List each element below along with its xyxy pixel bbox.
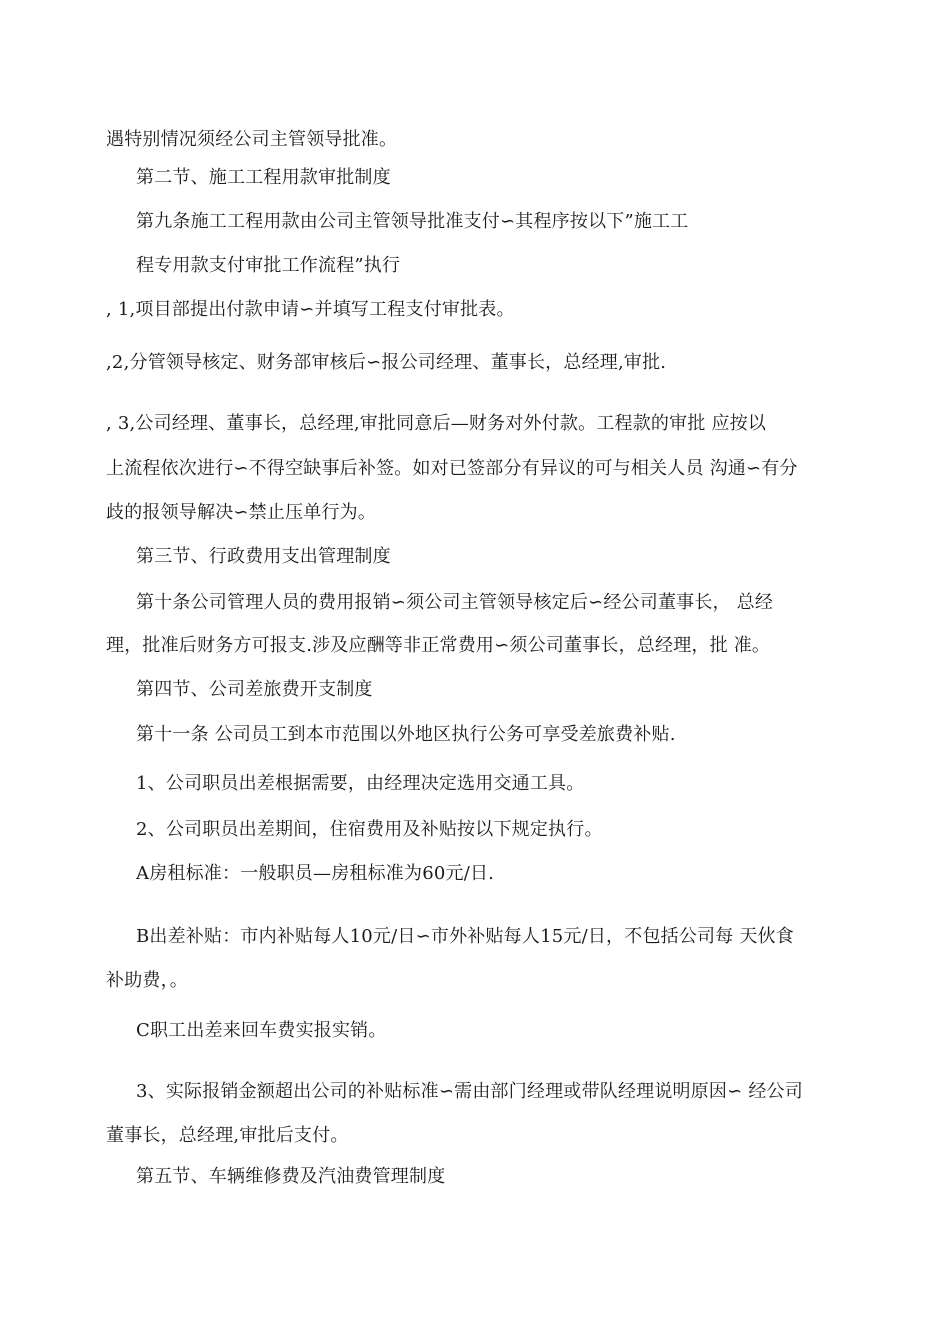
section-heading: 第四节、公司差旅费开支制度 (136, 679, 373, 700)
list-item: 2、公司职员出差期间，住宿费用及补贴按以下规定执行。 (136, 819, 603, 840)
list-item: A房租标准：一般职员—房租标准为60元/日. (136, 863, 495, 884)
section-heading: 第五节、车辆维修费及汽油费管理制度 (136, 1166, 446, 1187)
list-item: C职工出差来回车费实报实销。 (136, 1020, 387, 1041)
paragraph-line: 第九条施工工程用款由公司主管领导批准支付∽其程序按以下”施工工 (136, 211, 689, 232)
paragraph-line: 遇特别情况须经公司主管领导批准。 (106, 129, 398, 150)
paragraph-line: 上流程依次进行∽不得空缺事后补签。如对已签部分有异议的可与相关人员 沟通∽有分 (106, 458, 798, 479)
section-heading: 第三节、行政费用支出管理制度 (136, 546, 391, 567)
paragraph-line: 补助费，。 (106, 970, 188, 991)
paragraph-line: 董事长，总经理,审批后支付。 (106, 1125, 349, 1146)
paragraph-line: 歧的报领导解决∽禁止压单行为。 (106, 502, 377, 523)
list-item: ,2,分管领导核定、财务部审核后∽报公司经理、董事长，总经理,审批. (106, 352, 667, 373)
list-item: , 1,项目部提出付款申请∽并填写工程支付审批表。 (106, 299, 515, 320)
paragraph-line: 程专用款支付审批工作流程”执行 (136, 255, 401, 276)
list-item: B出差补贴：市内补贴每人10元/日∽市外补贴每人15元/日，不包括公司每 天伙食 (136, 926, 794, 947)
paragraph-line: 第十条公司管理人员的费用报销∽须公司主管领导核定后∽经公司董事长， 总经 (136, 592, 774, 613)
section-heading: 第二节、施工工程用款审批制度 (136, 167, 391, 188)
list-item: 3、实际报销金额超出公司的补贴标准∽需由部门经理或带队经理说明原因∽ 经公司 (136, 1081, 803, 1102)
paragraph-line: 理，批准后财务方可报支.涉及应酬等非正常费用∽须公司董事长，总经理，批 准。 (106, 635, 771, 656)
list-item: 1、公司职员出差根据需要，由经理决定选用交通工具。 (136, 773, 585, 794)
paragraph-line: 第十一条 公司员工到本市范围以外地区执行公务可享受差旅费补贴. (136, 724, 676, 745)
list-item: , 3,公司经理、董事长，总经理,审批同意后—财务对外付款。工程款的审批 应按以 (106, 413, 767, 434)
